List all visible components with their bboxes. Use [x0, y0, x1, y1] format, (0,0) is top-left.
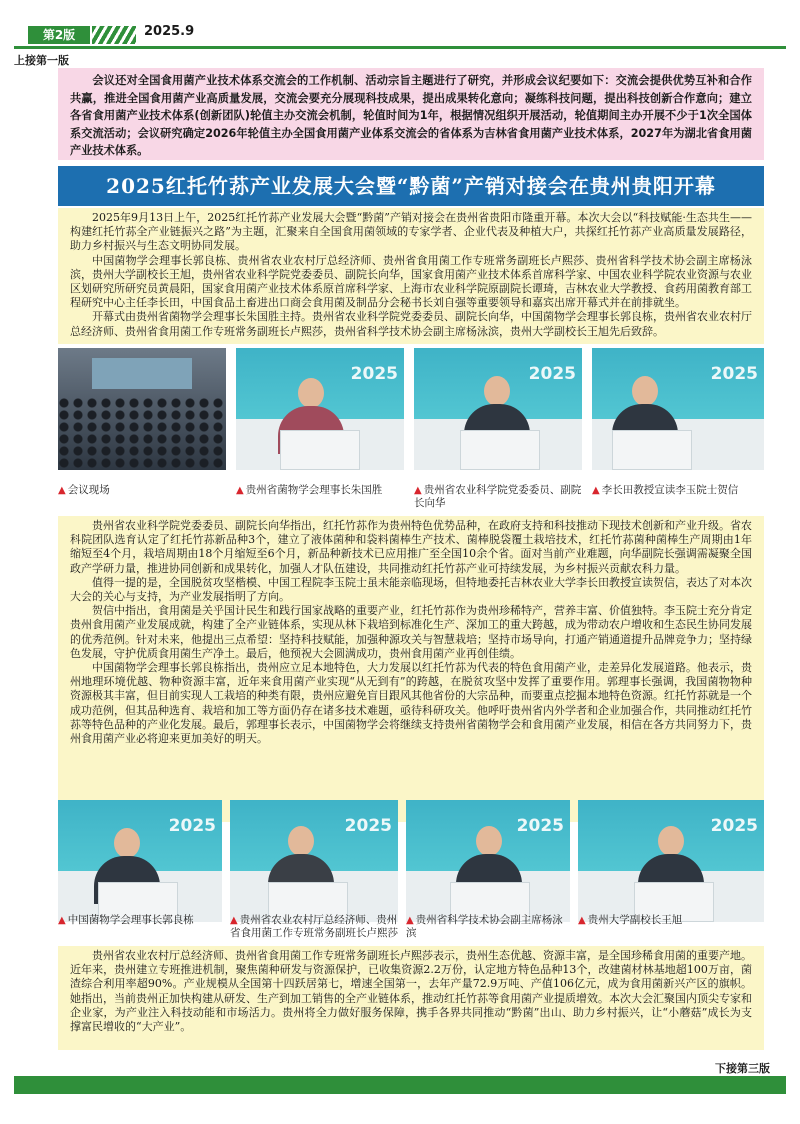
- continued-to-label: 下接第三版: [715, 1062, 770, 1075]
- photo-speaker-wang-xu: [578, 800, 764, 922]
- photo-speaker-li-changtian: [592, 348, 764, 470]
- paragraph: 2025年9月13日上午，2025红托竹荪产业发展大会暨“黔菌”产销对接会在贵州省贵阳市隆重开幕。本次大会以“科技赋能·生态共生——构建红托竹荪全产业链振兴之路”为主题，汇聚来自全国食用菌领域的专家学者、企业代表及种植大户，共探红托竹荪产业高质量发展路径，助力乡村振兴与生态文明协同发展。: [70, 211, 752, 253]
- photo-speaker-zhu-guosheng: [236, 348, 404, 470]
- footer-band: [14, 1076, 786, 1094]
- paragraph: 开幕式由贵州省菌物学会理事长朱国胜主持。贵州省农业科学院党委委员、副院长向华，中国菌物学会理事长郭良栋，贵州省农业农村厅总经济师、贵州省食用菌工作专班常务副班长卢熙莎，贵州省科学技术协会副主席杨泳滨，贵州大学副校长王旭先后致辞。: [70, 310, 752, 338]
- banner-year-text: 2025: [516, 816, 564, 836]
- caption-row-1: [58, 484, 764, 512]
- photo-caption: ▲ 贵州省农业农村厅总经济师、贵州省食用菌工作专班常务副班长卢熙莎: [230, 914, 398, 939]
- article-headline: 2025红托竹荪产业发展大会暨“黔菌”产销对接会在贵州贵阳开幕: [58, 166, 764, 206]
- paragraph: 贵州省农业科学院党委委员、副院长向华指出，红托竹荪作为贵州特色优势品种，在政府支持和科技推动下现技术创新和产业升级。省农科院团队选育认定了红托竹荪新品种3个，建立了液体菌种和袋料菌棒生产技术、菌棒脱袋覆土栽培技术，红托竹荪菌种菌棒生产周期由1年缩短至4个月，栽培周期由18个月缩短至6个月，新品种新技术已应用推广至全国10余个省。面对当前产业难题，向华副院长强调需凝聚全国政产学研力量，推进协同创新和成果转化，加强人才队伍建设，共同推动红托竹荪产业可持续发展，为乡村振兴贡献农科力量。: [70, 519, 752, 575]
- photo-caption: ▲ 贵州省菌物学会理事长朱国胜: [236, 484, 383, 496]
- banner-year-text: 2025: [168, 816, 216, 836]
- photo-speaker-lu-xisha: [230, 800, 398, 922]
- paragraph: 中国菌物学会理事长郭良栋指出，贵州应立足本地特色，大力发展以红托竹荪为代表的特色食用菌产业，走差异化发展道路。他表示，贵州地理环境优越、物种资源丰富，近年来食用菌产业实现“从无到有”的跨越，在脱贫攻坚中发挥了重要作用。郭理事长强调，我国菌物物种资源极其丰富，但目前实现人工栽培的种类有限，贵州应避免盲目跟风其他省份的大宗品种，而要重点挖掘本地特色资源。红托竹荪就是一个成功范例，但其品种选育、栽培和加工等方面仍存在诸多技术难题，亟待科研攻关。他呼吁贵州省内外学者和企业加强合作，共同推动红托竹荪等特色品种的产业化发展。最后，郭理事长表示，中国菌物学会将继续支持贵州省菌物学会和食用菌产业发展，相信在各方共同努力下，贵州食用菌产业必将迎来更加美好的明天。: [70, 661, 752, 746]
- photo-row-2: [58, 800, 764, 922]
- paragraph: 值得一提的是，全国脱贫攻坚楷模、中国工程院李玉院士虽未能亲临现场，但特地委托吉林农业大学李长田教授宣读贺信，表达了对本次大会的关心与支持，为产业发展指明了方向。: [70, 575, 752, 604]
- photo-caption: ▲ 会议现场: [58, 484, 110, 496]
- banner-year-text: 2025: [350, 364, 398, 384]
- photo-caption: ▲ 李长田教授宣读李玉院士贺信: [592, 484, 739, 496]
- article-intro: [58, 208, 764, 344]
- paragraph: 中国菌物学会理事长郭良栋、贵州省农业农村厅总经济师、贵州省食用菌工作专班常务副班长卢熙莎、贵州省科学技术协会副主席杨泳滨，贵州大学副校长王旭，贵州省农业科学院党委委员、副院长向华，国家食用菌产业技术体系首席科学家、中国农业科学院农业资源与农业区划研究所研究员黄晨阳，国家食用菌产业技术体系原首席科学家、上海市农业科学院原副院长谭琦，吉林农业大学教授、食药用菌教育部工程研究中心主任李长田，中国食品土畜进出口商会食用菌及制品分会秘书长刘自强等重要领导和嘉宾出席开幕式并在前排就坐。: [70, 253, 752, 310]
- header-rule: [14, 46, 786, 49]
- banner-year-text: 2025: [710, 364, 758, 384]
- photo-caption: ▲ 中国菌物学会理事长郭良栋: [58, 914, 194, 926]
- banner-year-text: 2025: [710, 816, 758, 836]
- photo-speaker-guo-liangdong: [58, 800, 222, 922]
- article-closing: [58, 946, 764, 1050]
- page-header: [14, 22, 786, 46]
- photo-caption: ▲ 贵州大学副校长王旭: [578, 914, 683, 926]
- photo-caption: ▲ 贵州省科学技术协会副主席杨泳滨: [406, 914, 563, 939]
- article-speeches: [58, 516, 764, 822]
- photo-row-1: [58, 348, 764, 470]
- issue-date: 2025.9: [144, 24, 195, 39]
- banner-year-text: 2025: [344, 816, 392, 836]
- banner-year-text: 2025: [528, 364, 576, 384]
- paragraph: 贵州省农业农村厅总经济师、贵州省食用菌工作专班常务副班长卢熙莎表示，贵州生态优越、资源丰富，是全国珍稀食用菌的重要产地。近年来，贵州建立专班推进机制，聚焦菌种研发与资源保护，已收集资源2.2万份，认定地方特色品种13个，改建菌材林基地超100万亩，菌渣综合利用率超90%。产业规模从全国第十四跃居第七，增速全国第一，去年产量72.9万吨、产值106亿元，成为食用菌新兴产区的旗帜。她指出，当前贵州正加快构建从研发、生产到加工销售的全产业链体系，推动红托竹荪等食用菌产业提质增效。本次大会汇聚国内顶尖专家和企业家，为产业注入科技动能和市场活力。贵州将全力做好服务保障，携手各界共同推动“黔菌”出山、助力乡村振兴，让“小蘑菇”成长为支撑富民增收的“大产业”。: [70, 949, 752, 1034]
- continued-from-label: 上接第一版: [14, 54, 69, 67]
- header-stripes-decoration: [92, 26, 136, 44]
- paragraph: 贺信中指出，食用菌是关乎国计民生和践行国家战略的重要产业，红托竹荪作为贵州珍稀特产，营养丰富、价值独特。李玉院士充分肯定贵州食用菌产业发展成就，构建了全产业链体系，实现从林下栽培到标准化生产、深加工的重大跨越，成为带动农户增收和生态民生协同发展的优秀范例。针对未来，他提出三点希望：坚持科技赋能，加强种源攻关与智慧栽培；坚持市场导向，打通产销通道提升品牌竞争力；坚持绿色发展，守护优质食用菌生产净土。最后，他预祝大会圆满成功，贵州食用菌产业再创佳绩。: [70, 604, 752, 660]
- photo-conference-venue: [58, 348, 226, 470]
- photo-speaker-yang-yongbin: [406, 800, 570, 922]
- photo-speaker-xiang-hua: [414, 348, 582, 470]
- page-number-label: 第2版: [28, 26, 90, 44]
- meeting-summary: 会议还对全国食用菌产业技术体系交流会的工作机制、活动宗旨主题进行了研究，并形成会议纪要如下：交流会提供优势互补和合作共赢，推进全国食用菌产业高质量发展，交流会要充分展现科技成果，提出成果转化意向；凝练科技问题，提出科技创新合作意向；建立各省食用菌产业技术体系(创新团队)轮值主办交流会机制，轮值时间为1年，根据情况组织开展活动，轮值期间主办开展不少于1次全国体系交流活动；会议研究确定2026年轮值主办全国食用菌产业体系交流会的省体系为吉林省食用菌产业技术体系，2027年为湖北省食用菌产业技术体系。: [58, 68, 764, 160]
- caption-row-2: [58, 914, 764, 942]
- photo-caption: ▲ 贵州省农业科学院党委委员、副院长向华: [414, 484, 582, 509]
